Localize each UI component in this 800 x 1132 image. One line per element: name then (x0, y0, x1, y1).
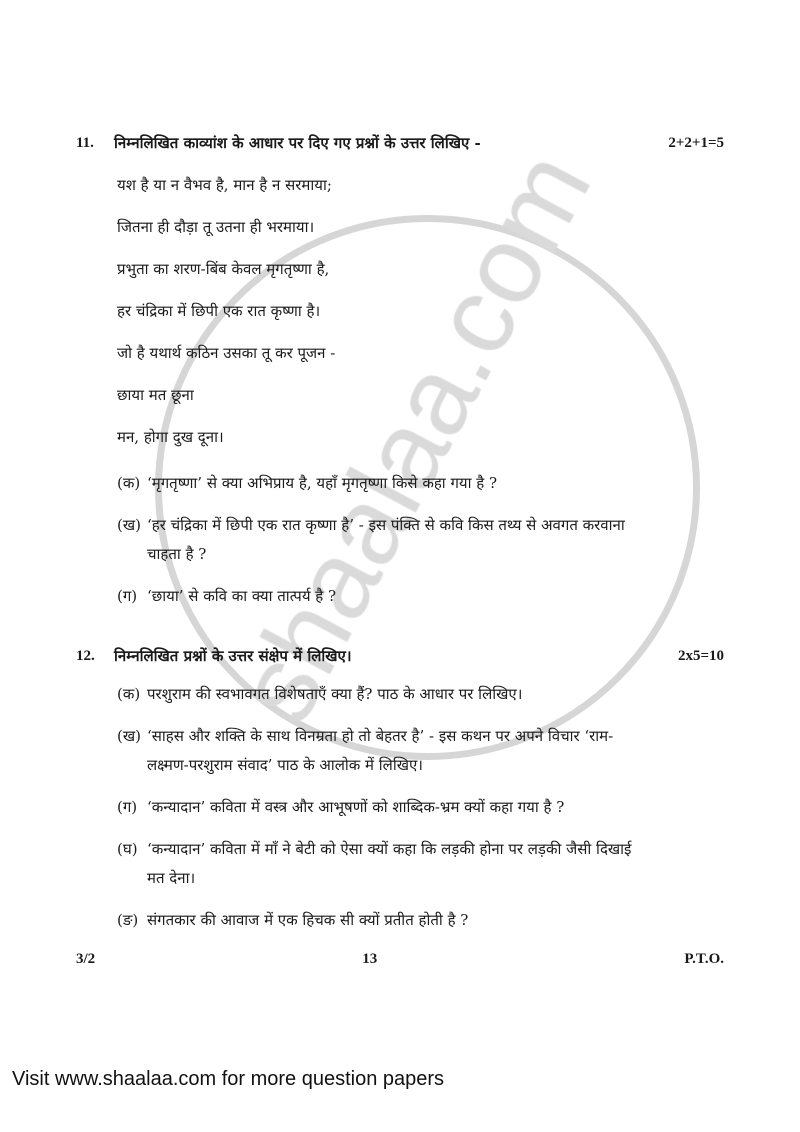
question-12 (76, 646, 724, 935)
sub-question: परशुराम की स्वभावगत विशेषताएँ क्या हैं? पाठ के आधार पर लिखिए। (147, 685, 523, 703)
q11-marks: 2+2+1=5 (668, 135, 724, 151)
sub-label: (ङ) (117, 911, 139, 929)
sub-label: (ख) (117, 727, 141, 745)
sub-label: (ग) (117, 587, 138, 605)
q12-number: 12. (76, 648, 95, 664)
sub-label: (क) (117, 474, 141, 492)
sub-question-cont: मत देना। (147, 869, 196, 887)
sub-label: (घ) (117, 840, 138, 858)
page-number: 13 (362, 951, 378, 967)
sub-label: (ग) (117, 798, 138, 816)
poem-line: मन, होगा दुख दूना। (117, 428, 224, 446)
sub-label: (ख) (117, 516, 141, 534)
sub-label: (क) (117, 685, 141, 703)
sub-question: ‘साहस और शक्ति के साथ विनम्रता हो तो बेहतर है’ - इस कथन पर अपने विचार ‘राम- (147, 727, 614, 745)
page-footer (76, 949, 724, 969)
sub-question: ‘हर चंद्रिका में छिपी एक रात कृष्णा है’ - इस पंक्ति से कवि किस तथ्य से अवगत करवाना (147, 516, 625, 534)
sub-question: ‘मृगतृष्णा’ से क्या अभिप्राय है, यहाँ मृगतृष्णा किसे कहा गया है ? (147, 474, 498, 492)
poem-line: जितना ही दौड़ा तू उतना ही भरमाया। (117, 218, 315, 236)
q11-subquestions (117, 469, 724, 611)
question-page (76, 133, 724, 969)
q12-header (76, 646, 724, 666)
q11-number: 11. (76, 135, 94, 151)
sub-question: ‘कन्यादान’ कविता में माँ ने बेटी को ऐसा क्यों कहा कि लड़की होना पर लड़की जैसी दिखाई (147, 840, 632, 858)
paper-code: 3/2 (76, 951, 96, 967)
sub-question: ‘छाया’ से कवि का क्या तात्पर्य है ? (147, 587, 337, 605)
poem-line: जो है यथार्थ कठिन उसका तू कर पूजन - (117, 344, 336, 362)
poem-line: छाया मत छूना (117, 386, 194, 404)
sub-question-cont: चाहता है ? (147, 545, 207, 563)
sub-question-cont: लक्ष्मण-परशुराम संवाद’ पाठ के आलोक में लिखिए। (147, 756, 423, 774)
q11-header (76, 133, 724, 153)
q11-title: निम्नलिखित काव्यांश के आधार पर दिए गए प्रश्नों के उत्तर लिखिए - (114, 134, 481, 152)
sub-question-item (117, 722, 724, 780)
poem-line: प्रभुता का शरण-बिंब केवल मृगतृष्णा है, (117, 260, 330, 278)
question-11 (76, 133, 724, 611)
q12-subquestions (117, 680, 724, 935)
q12-marks: 2x5=10 (677, 648, 724, 664)
poem-line: हर चंद्रिका में छिपी एक रात कृष्णा है। (117, 302, 321, 320)
q12-title: निम्नलिखित प्रश्नों के उत्तर संक्षेप में लिखिए। (114, 647, 352, 665)
sub-question: संगतकार की आवाज में एक हिचक सी क्यों प्रतीत होती है ? (147, 911, 469, 929)
sub-question-item (117, 835, 724, 893)
pto-label: P.T.O. (684, 951, 724, 967)
sub-question-item (117, 680, 724, 709)
sub-question: ‘कन्यादान’ कविता में वस्त्र और आभूषणों को शाब्दिक-भ्रम क्यों कहा गया है ? (147, 798, 565, 816)
sub-question-item (117, 469, 724, 498)
sub-question-item (117, 793, 724, 822)
poem (117, 175, 724, 447)
sub-question-item (117, 906, 724, 935)
sub-question-item (117, 511, 724, 569)
sub-question-item (117, 582, 724, 611)
poem-line: यश है या न वैभव है, मान है न सरमाया; (117, 176, 332, 194)
visit-banner: Visit www.shaalaa.com for more question papers (12, 1068, 445, 1090)
